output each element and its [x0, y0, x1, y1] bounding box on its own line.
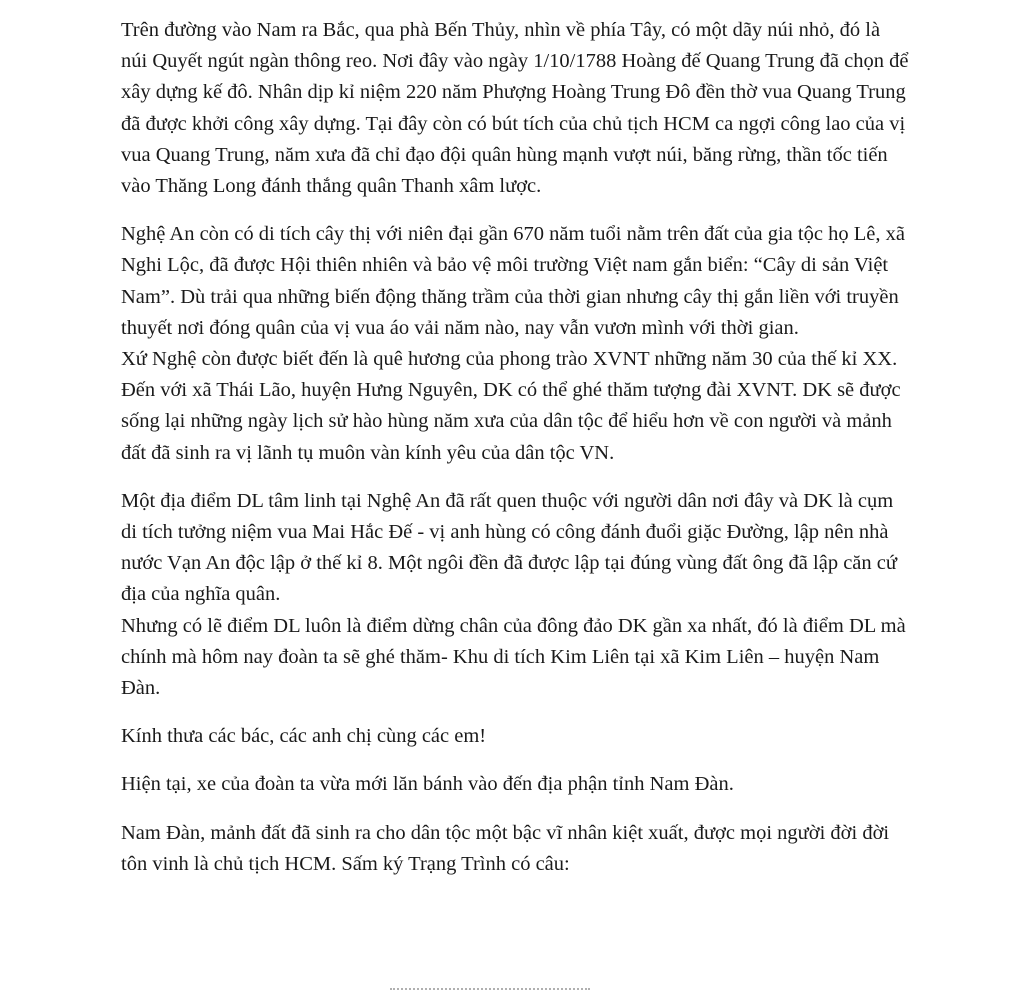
paragraph-kim-lien: Nhưng có lẽ điểm DL luôn là điểm dừng chân của đông đảo DK gần xa nhất, đó là điểm DL mà chính mà hôm nay đoàn ta sẽ ghé thăm- Khu di tích Kim Liên tại xã Kim Liên – huyện Nam Đàn. — [121, 614, 906, 700]
document-page — [121, 15, 911, 880]
paragraph-cay-thi: Nghệ An còn có di tích cây thị với niên đại gần 670 năm tuổi nằm trên đất của gia tộc họ Lê, xã Nghi Lộc, đã được Hội thiên nhiên và bảo vệ môi trường Việt nam gắn biển: “Cây di sản Việt Nam”. Dù trải qua những biến động thăng trầm của thời gian nhưng cây thị gắn liền với truyền thuyết nơi đóng quân của vị vua áo vải năm nào, nay vẫn vươn mình với thời gian. — [121, 223, 905, 339]
paragraph-greeting: Kính thưa các bác, các anh chị cùng các em! — [121, 725, 487, 748]
cropped-next-line — [390, 988, 590, 994]
cropped-previous-line — [430, 0, 790, 2]
paragraph-arrival: Hiện tại, xe của đoàn ta vừa mới lăn bánh vào đến địa phận tỉnh Nam Đàn. — [121, 773, 734, 796]
paragraph-xvnt: Xứ Nghệ còn được biết đến là quê hương của phong trào XVNT những năm 30 của thế kỉ XX. Đến với xã Thái Lão, huyện Hưng Nguyên, DK có thể ghé thăm tượng đài XVNT. DK sẽ được sống lại những ngày lịch sử hào hùng năm xưa của dân tộc để hiểu hơn về con người và mảnh đất đã sinh ra vị lãnh tụ muôn vàn kính yêu của dân tộc VN. — [121, 348, 901, 464]
paragraph-mai-hac-de: Một địa điểm DL tâm linh tại Nghệ An đã rất quen thuộc với người dân nơi đây và DK là cụm di tích tưởng niệm vua Mai Hắc Đế - vị anh hùng có công đánh đuổi giặc Đường, lập nên nhà nước Vạn An độc lập ở thế kỉ 8. Một ngôi đền đã được lập tại đúng vùng đất ông đã lập căn cứ địa của nghĩa quân. — [121, 489, 897, 606]
paragraph-nam-dan: Nam Đàn, mảnh đất đã sinh ra cho dân tộc một bậc vĩ nhân kiệt xuất, được mọi người đời đời tôn vinh là chủ tịch HCM. Sấm ký Trạng Trình có câu: — [121, 821, 890, 875]
paragraph-quang-trung: Trên đường vào Nam ra Bắc, qua phà Bến Thủy, nhìn về phía Tây, có một dãy núi nhỏ, đó là núi Quyết ngút ngàn thông reo. Nơi đây vào ngày 1/10/1788 Hoàng đế Quang Trung đã chọn để xây dựng kế đô. Nhân dịp kỉ niệm 220 năm Phượng Hoàng Trung Đô đền thờ vua Quang Trung đã được khởi công xây dựng. Tại đây còn có bút tích của chủ tịch HCM ca ngợi công lao của vị vua Quang Trung, năm xưa đã chỉ đạo đội quân hùng mạnh vượt núi, băng rừng, thần tốc tiến vào Thăng Long đánh thắng quân Thanh xâm lược. — [121, 19, 909, 198]
